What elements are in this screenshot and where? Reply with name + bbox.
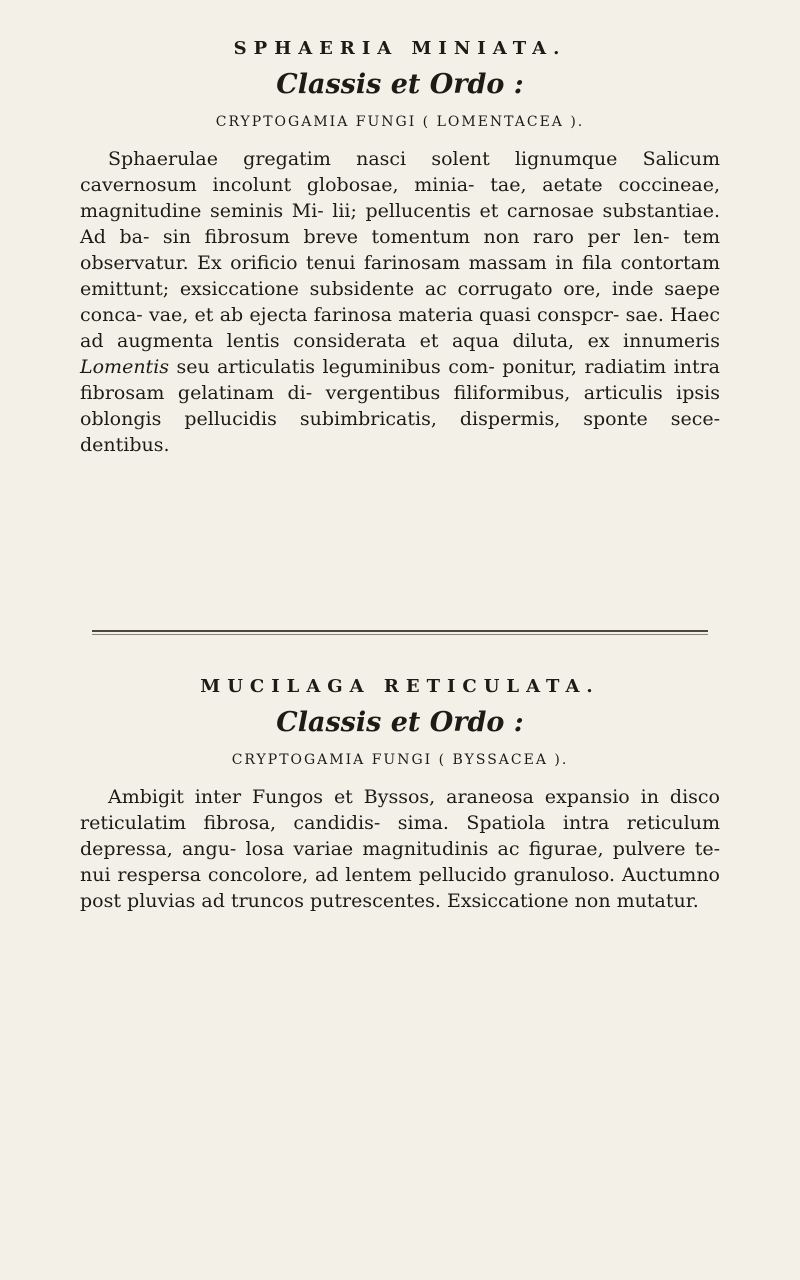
order-line: CRYPTOGAMIA FUNGI ( BYSSACEA ).: [231, 752, 569, 768]
classis-heading: Classis et Ordo :: [276, 69, 524, 100]
description-paragraph: Ambigit inter Fungos et Byssos, araneosa expansio in disco reticulatim fibrosa, candidis- sima. Spatiola intra reticulum depressa, angu- losa variae magnitudinis ac figurae, pulvere te- nui respersa concolore, ad lentem pellucido granuloso. Auctumno post pluvias ad truncos putrescentes. Exsiccatione non mutatur.: [80, 786, 720, 912]
separator-rule: [92, 630, 708, 632]
separator-rule-thin: [92, 634, 708, 635]
species-heading: MUCILAGA RETICULATA.: [200, 676, 600, 697]
description-italic-term: Lomentis: [80, 356, 170, 378]
description-text-part1: Sphaerulae gregatim nasci solent lignumque Salicum cavernosum incolunt globosae, minia- tae, aetate coccineae, magnitudine seminis Mi- lii; pellucentis et carnosae substantiae. Ad ba- sin fibrosum breve tomentum non raro per len- tem observatur. Ex orificio tenui farinosam massam in fila contortam emittunt; exsiccatione subsidente ac corrugato ore, inde saepe conca- vae, et ab ejecta farinosa materia quasi conspcr- sae. Haec ad augmenta lentis considerata et aqua diluta, ex innumeris: [80, 148, 720, 352]
description-paragraph: [80, 146, 720, 458]
species-heading: SPHAERIA MINIATA.: [233, 38, 567, 59]
order-line: CRYPTOGAMIA FUNGI ( LOMENTACEA ).: [215, 114, 585, 130]
entry-sphaeria-miniata: [80, 38, 720, 458]
description-text-part2: seu articulatis leguminibus com- ponitur, radiatim intra fibrosam gelatinam di- vergentibus filiformibus, articulis ipsis oblongis pellucidis subimbricatis, dispermis, sponte sece- dentibus.: [80, 356, 720, 456]
classis-heading: Classis et Ordo :: [276, 707, 524, 738]
entry-mucilaga-reticulata: [80, 676, 720, 914]
